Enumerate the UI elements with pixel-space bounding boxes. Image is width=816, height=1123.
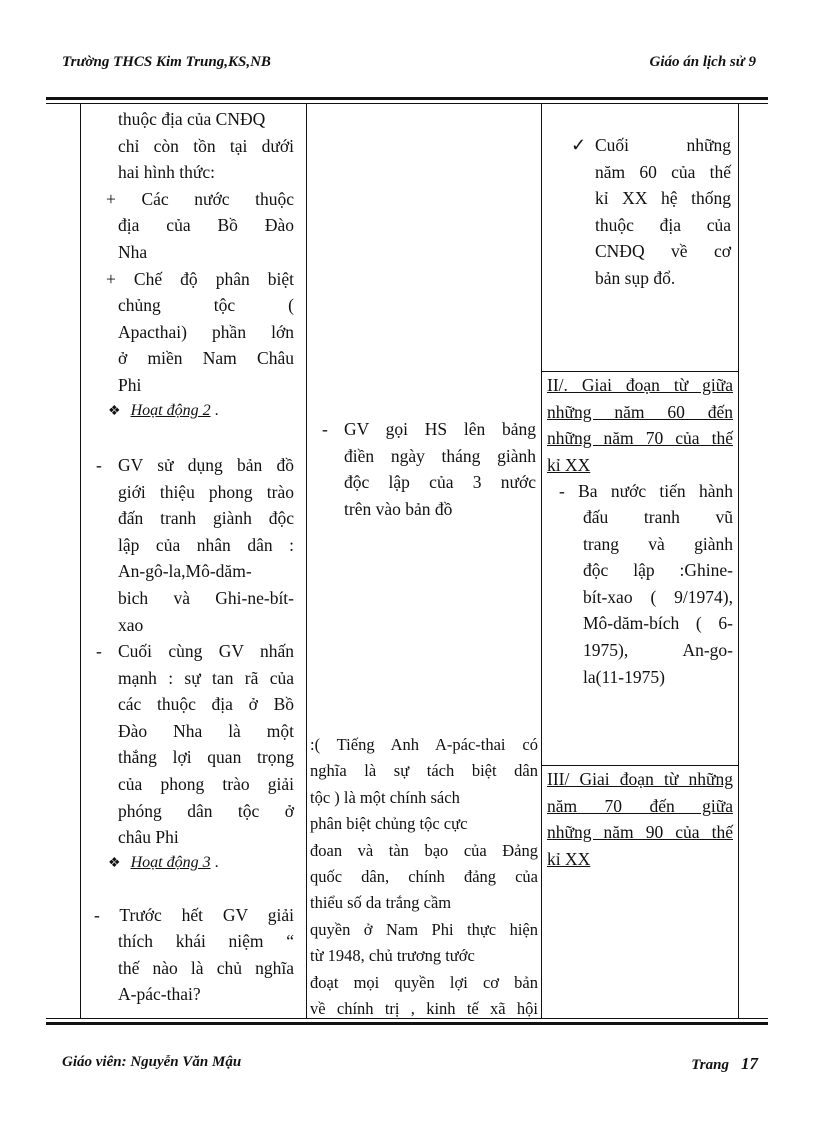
- dash-bullet: -: [96, 455, 102, 475]
- text-line: II/. Giai đoạn từ giữa: [547, 375, 733, 395]
- section-2-heading: [547, 372, 733, 478]
- page-number: 17: [741, 1054, 758, 1073]
- text-line: bich và Ghi-ne-bít-: [118, 587, 294, 608]
- text-line: An-gô-la,Mô-dăm-: [118, 561, 252, 582]
- diamond-bullet-icon: ❖: [108, 404, 121, 419]
- text-line: điền ngày tháng giành: [344, 445, 536, 466]
- text-line: chủng tộc (: [118, 295, 294, 316]
- apartheid-note: [310, 732, 538, 1022]
- text-line: hai hình thức:: [118, 162, 215, 183]
- period: .: [214, 402, 219, 419]
- diamond-bullet-icon: ❖: [108, 856, 121, 871]
- text-line: tộc ) là một chính sách: [310, 787, 460, 807]
- text-line: những năm 90 của thế: [547, 822, 733, 843]
- text-line: thế nào là chủ nghĩa: [118, 957, 294, 978]
- checkmark-icon: ✓: [571, 135, 587, 155]
- text-line: Nha: [118, 241, 148, 262]
- text-line: trang và giành: [583, 533, 733, 554]
- activity-2-label: Hoạt động 2: [130, 402, 211, 419]
- table-divider-2: [541, 104, 542, 1018]
- text-line: các thuộc địa ở Bồ: [118, 694, 294, 715]
- text-line: về chính trị , kinh tế xã hội: [310, 999, 538, 1019]
- text-line: đoan và tàn bạo của Đảng: [310, 840, 538, 860]
- section-2-rule: [541, 371, 738, 372]
- text-line: Apacthai) phần lớn: [118, 321, 294, 342]
- text-line: + Chế độ phân biệt: [106, 268, 294, 289]
- text-line: mạnh : sự tan rã của: [118, 667, 294, 688]
- text-line: lập của nhân dân :: [118, 534, 294, 555]
- text-line: châu Phi: [118, 827, 179, 848]
- text-line: 1975), An-go-: [583, 639, 733, 660]
- text-line: nghĩa là sự tách biệt dân: [310, 761, 538, 781]
- text-line: độc lập :Ghine-: [583, 560, 733, 581]
- text-line: CNĐQ về cơ: [595, 241, 731, 262]
- text-line: bản sụp đổ.: [595, 267, 676, 288]
- text-line: đấn tranh giành độc: [118, 508, 294, 529]
- text-line: quốc dân, chính đảng của: [310, 867, 538, 887]
- text-line: thuộc địa của: [595, 214, 731, 235]
- text-line: phóng dân tộc ở: [118, 800, 294, 821]
- text-line: + Các nước thuộc: [106, 188, 294, 209]
- text-line: thích khái niệm “: [118, 931, 294, 951]
- table-divider-1: [306, 104, 307, 1018]
- text-line: - Ba nước tiến hành: [559, 481, 733, 501]
- text-line: bít-xao ( 9/1974),: [583, 586, 733, 607]
- text-line: quyền ở Nam Phi thực hiện: [310, 919, 538, 939]
- text-line: những năm 60 đến: [547, 401, 733, 422]
- activity-2-heading: [108, 398, 298, 426]
- text-line: - Trước hết GV giải: [94, 905, 294, 925]
- text-line: đấu tranh vũ: [583, 507, 733, 527]
- top-rule-thick: [46, 97, 768, 100]
- text-line: III/ Giai đoạn từ những: [547, 769, 733, 789]
- text-line: kỉ XX hệ thống: [595, 188, 731, 209]
- top-rule-thin: [46, 103, 768, 104]
- page-label: Trang: [691, 1057, 729, 1073]
- text-line: năm 70 đến giữa: [547, 795, 733, 816]
- text-line: đoạt mọi quyền lợi cơ bản: [310, 972, 538, 992]
- text-line: GV sử dụng bản đồ: [118, 455, 294, 475]
- header-subject: Giáo án lịch sử 9: [649, 54, 756, 70]
- text-line: kỉ XX: [547, 454, 591, 475]
- text-line: giới thiệu phong trào: [118, 481, 294, 502]
- text-line: từ 1948, chủ trương tước: [310, 946, 475, 966]
- header-school: Trường THCS Kim Trung,KS,NB: [62, 54, 271, 70]
- text-line: Phi: [118, 374, 142, 395]
- text-line: thắng lợi quan trọng: [118, 747, 294, 768]
- text-line: A-pác-thai?: [118, 984, 201, 1005]
- text-line: năm 60 của thế: [595, 161, 731, 182]
- text-line: thiểu số da trắng cầm: [310, 893, 452, 913]
- text-line: phân biệt chủng tộc cực: [310, 814, 468, 834]
- text-line: :( Tiếng Anh A-pác-thai có: [310, 735, 538, 754]
- activity-3-label: Hoạt động 3: [130, 854, 211, 871]
- text-line: trên vào bản đồ: [344, 498, 453, 519]
- text-line: xao: [118, 614, 144, 635]
- dash-bullet: -: [322, 419, 328, 439]
- text-line: chỉ còn tồn tại dưới: [118, 135, 294, 156]
- text-line: ở miền Nam Châu: [118, 348, 294, 369]
- period: .: [214, 854, 219, 871]
- text-line: độc lập của 3 nước: [344, 472, 536, 493]
- section-3-heading: [547, 766, 733, 872]
- text-line: Đào Nha là một: [118, 720, 294, 741]
- text-line: GV gọi HS lên bảng: [344, 419, 536, 439]
- text-line: Cuối cùng GV nhấn: [118, 641, 294, 661]
- text-line: những năm 70 của thế: [547, 428, 733, 449]
- text-line: la(11-1975): [583, 666, 665, 687]
- text-line: kỉ XX: [547, 848, 591, 869]
- text-line: địa của Bồ Đào: [118, 215, 294, 236]
- section-3-rule: [541, 765, 738, 766]
- table-border-left: [80, 104, 81, 1018]
- text-line: Cuối những: [595, 135, 731, 155]
- activity-3-heading: [108, 850, 298, 878]
- text-line: Mô-dăm-bích ( 6-: [583, 613, 733, 634]
- text-line: của phong trào giải: [118, 773, 294, 794]
- table-border-right: [738, 104, 739, 1018]
- text-line: thuộc địa của CNĐQ: [118, 109, 266, 129]
- footer-page: [691, 1054, 758, 1074]
- dash-bullet: -: [96, 641, 102, 661]
- footer-teacher: Giáo viên: Nguyễn Văn Mậu: [62, 1054, 242, 1070]
